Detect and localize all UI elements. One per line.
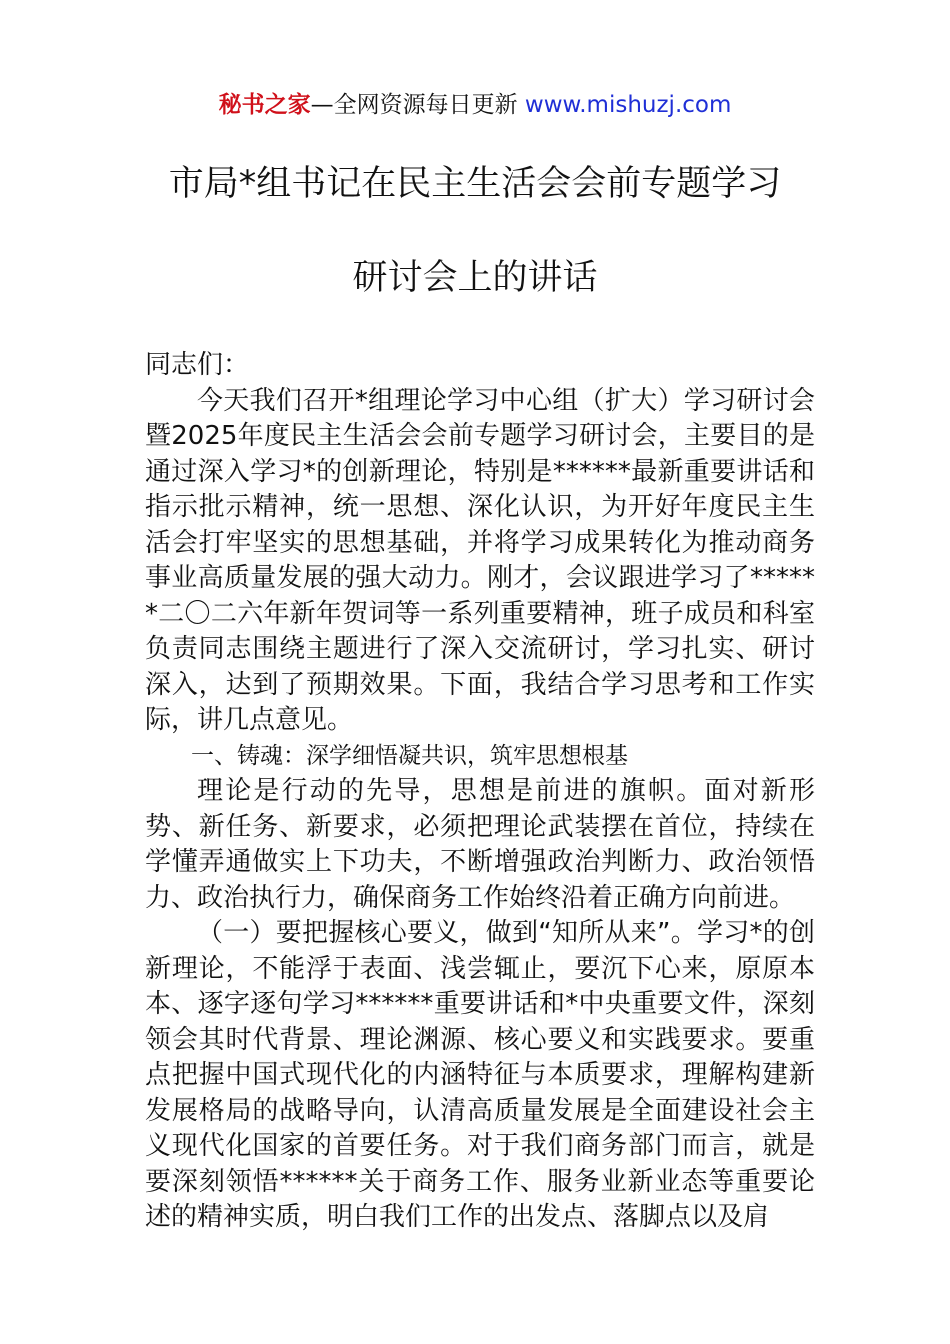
site-header	[0, 88, 950, 122]
paragraph-intro: 今天我们召开*组理论学习中心组（扩大）学习研讨会暨2025年度民主生活会会前专题学习研讨会，主要目的是通过深入学习*的创新理论，特别是******最新重要讲话和指示批示精神，统一思想、深化认识，为开好年度民主生活会打牢坚实的思想基础，并将学习成果转化为推动商务事业高质量发展的强大动力。刚才，会议跟进学习了******二〇二六年新年贺词等一系列重要精神，班子成员和科室负责同志围绕主题进行了深入交流研讨，学习扎实、研讨深入，达到了预期效果。下面，我结合学习思考和工作实际，讲几点意见。	[145, 385, 815, 735]
site-url-link[interactable]: www.mishuzj.com	[524, 92, 732, 118]
salutation: 同志们：	[145, 350, 250, 380]
site-brand: 秘书之家	[218, 92, 311, 118]
document-title-line-2: 研讨会上的讲话	[352, 258, 598, 298]
section-heading-1: 一、铸魂：深学细悟凝共识，筑牢思想根基	[191, 742, 628, 769]
paragraph-theory: 理论是行动的先导，思想是前进的旗帜。面对新形势、新任务、新要求，必须把理论武装摆在首位，持续在学懂弄通做实上下功夫，不断增强政治判断力、政治领悟力、政治执行力，确保商务工作始终沿着正确方向前进。	[145, 776, 815, 913]
site-slogan: —全网资源每日更新	[310, 92, 525, 118]
paragraph-core-essence: （一）要把握核心要义，做到“知所从来”。学习*的创新理论，不能浮于表面、浅尝辄止，要沉下心来，原原本本、逐字逐句学习******重要讲话和*中央重要文件，深刻领会其时代背景、理论渊源、核心要义和实践要求。要重点把握中国式现代化的内涵特征与本质要求，理解构建新发展格局的战略导向，认清高质量发展是全面建设社会主义现代化国家的首要任务。对于我们商务部门而言，就是要深刻领悟******关于商务工作、服务业新业态等重要论述的精神实质，明白我们工作的出发点、落脚点以及肩	[145, 918, 815, 1232]
document-title-line-1: 市局*组书记在民主生活会会前专题学习	[168, 164, 782, 204]
document-body	[145, 348, 815, 1236]
